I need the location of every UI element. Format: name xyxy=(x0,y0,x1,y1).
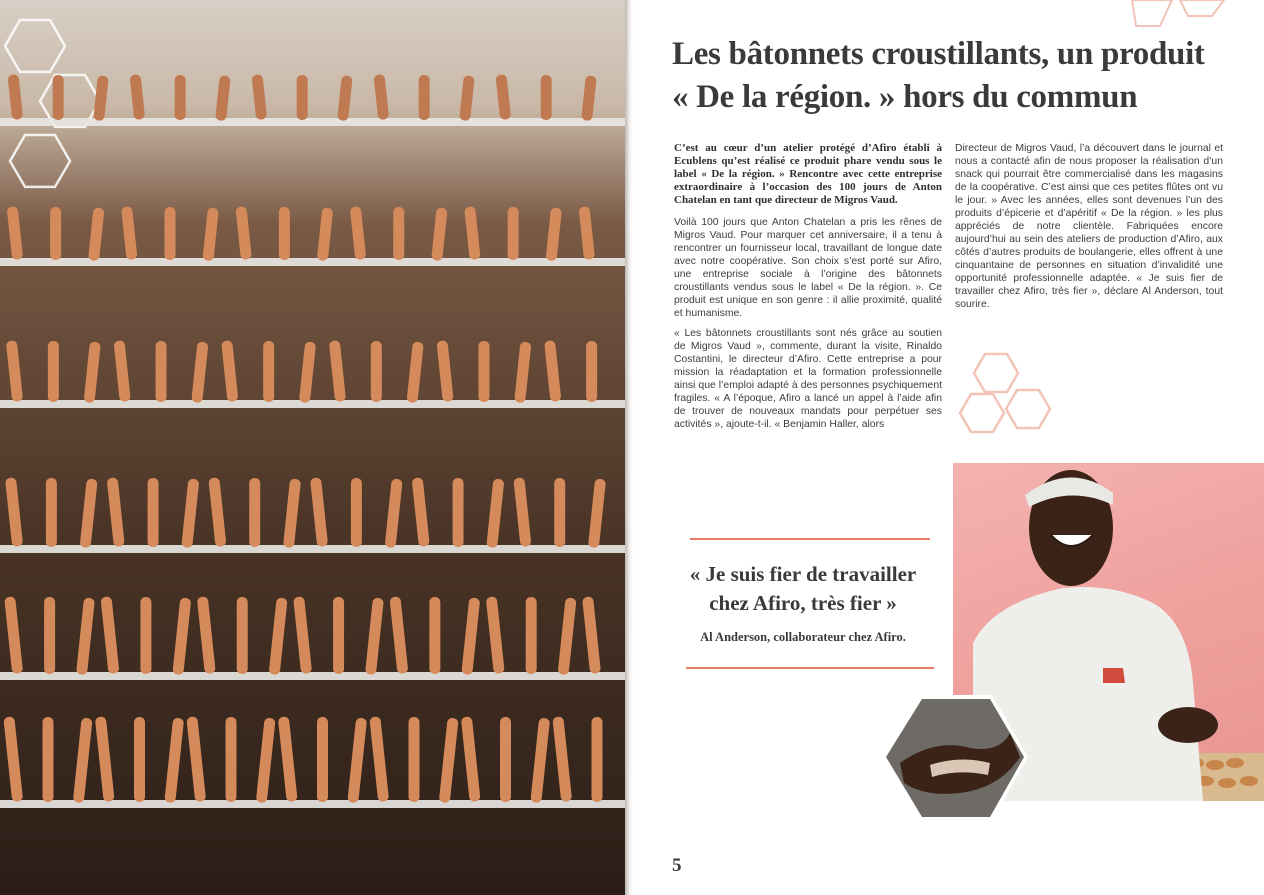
headline-line-2: « De la région. » hors du commun xyxy=(672,79,1138,115)
breadstick xyxy=(121,206,137,260)
breadstick xyxy=(371,341,382,402)
breadstick xyxy=(256,717,276,803)
breadstick xyxy=(461,597,480,675)
breadstick xyxy=(299,341,316,403)
breadstick xyxy=(107,477,125,547)
breadstick xyxy=(249,478,260,547)
breadstick xyxy=(156,341,167,402)
breadstick xyxy=(544,340,561,402)
rack-shelf xyxy=(0,400,625,408)
breadstick xyxy=(508,207,519,260)
hexagon-cluster-icon xyxy=(955,352,1060,447)
breadstick xyxy=(496,74,512,120)
article-headline xyxy=(672,33,1232,119)
breadstick xyxy=(530,717,550,803)
hexagon-outline-icon xyxy=(10,135,70,187)
breadstick xyxy=(558,597,577,675)
breadstick xyxy=(464,206,480,260)
breadstick xyxy=(554,478,565,547)
breadstick xyxy=(500,717,511,802)
text-column-1 xyxy=(674,142,942,438)
breadstick xyxy=(439,717,459,803)
breadstick xyxy=(586,341,597,402)
breadstick xyxy=(165,207,176,260)
breadstick xyxy=(134,717,145,802)
quote-rule-top xyxy=(690,538,930,540)
breadstick xyxy=(453,478,464,547)
breadstick xyxy=(317,717,328,802)
breadstick xyxy=(73,717,93,803)
breadstick xyxy=(412,477,430,547)
breadstick xyxy=(429,597,440,674)
breadstick xyxy=(333,597,344,674)
breadstick xyxy=(164,717,184,803)
breadstick xyxy=(297,75,308,120)
breadstick xyxy=(546,207,562,261)
breadstick xyxy=(552,716,572,802)
breadstick xyxy=(46,478,57,547)
breadstick xyxy=(486,478,504,548)
breadstick xyxy=(76,597,95,675)
breadstick xyxy=(100,596,119,674)
pull-quote-line-1: « Je suis fier de travailler xyxy=(689,562,917,586)
breadstick xyxy=(95,716,115,802)
page-gutter xyxy=(625,0,633,895)
breadstick xyxy=(374,74,390,120)
breadstick xyxy=(369,716,389,802)
breadstick xyxy=(389,596,408,674)
breadstick xyxy=(588,478,606,548)
breadstick xyxy=(393,207,404,260)
breadstick xyxy=(436,340,453,402)
breadstick xyxy=(513,477,531,547)
breadstick xyxy=(419,75,430,120)
breadstick xyxy=(50,207,61,260)
breadstick xyxy=(140,597,151,674)
breadstick xyxy=(148,478,159,547)
breadstick xyxy=(181,478,199,548)
breadstick xyxy=(235,206,251,260)
hands-photo xyxy=(880,693,1030,823)
baking-racks-photo xyxy=(0,0,625,895)
breadstick xyxy=(113,340,130,402)
breadstick xyxy=(237,597,248,674)
breadstick xyxy=(5,477,23,547)
pull-quote-attribution: Al Anderson, collaborateur chez Afiro. xyxy=(700,630,906,644)
breadstick xyxy=(197,596,216,674)
breadstick xyxy=(269,597,288,675)
quote-rule-bottom xyxy=(686,667,934,669)
breadstick xyxy=(350,206,366,260)
text-column-2 xyxy=(955,142,1223,318)
breadstick xyxy=(221,340,238,402)
article-lead: C’est au cœur d’un atelier protégé d’Afiro établi à Ecublens qu’est réalisé ce produit phare vendu sous le label « De la région. » Rencontre avec cette entreprise extraordinaire à l’occasion des 100 jours de Anton Chatelan en tant que directeur de Migros Vaud. xyxy=(674,142,942,206)
breadstick xyxy=(526,597,537,674)
breadstick xyxy=(93,75,109,121)
hexagon-outline-icon xyxy=(1120,0,1230,32)
headline-line-1: Les bâtonnets croustillants, un produit xyxy=(672,36,1205,72)
breadstick xyxy=(215,75,231,121)
breadstick xyxy=(202,207,218,261)
breadstick xyxy=(43,717,54,802)
hexagon-outline-icon xyxy=(5,20,65,72)
breadstick xyxy=(409,717,420,802)
breadstick xyxy=(579,206,595,260)
breadstick xyxy=(329,340,346,402)
rack-shelf xyxy=(0,118,625,126)
article-paragraph-1: Voilà 100 jours que Anton Chatelan a pris les rênes de Migros Vaud. Pour marquer cet anniversaire, il a tenu à rencontrer un fournisseur local, travaillant de longue date avec notre coopérative. Son choix s’est porté sur Afiro, une entreprise sociale à l’origine des bâtonnets croustillants vendus sous le label « De la région. ». Ce produit est unique en son genre : il allie proximité, qualité et humanisme. xyxy=(674,217,942,319)
breadstick xyxy=(226,717,237,802)
breadstick xyxy=(175,75,186,120)
breadstick xyxy=(48,341,59,402)
breadstick xyxy=(351,478,362,547)
breadstick xyxy=(263,341,274,402)
breadstick xyxy=(486,596,505,674)
breadstick xyxy=(84,341,101,403)
racks-illustration xyxy=(0,0,625,895)
rack-shelf xyxy=(0,800,625,808)
breadstick xyxy=(53,75,64,120)
breadstick xyxy=(278,716,298,802)
breadstick xyxy=(592,717,603,802)
breadstick xyxy=(186,716,206,802)
breadstick xyxy=(44,597,55,674)
breadstick xyxy=(130,74,146,120)
breadstick xyxy=(310,477,328,547)
breadstick xyxy=(337,75,353,121)
breadstick xyxy=(459,75,475,121)
breadstick xyxy=(283,478,301,548)
article-paragraph-2: « Les bâtonnets croustillants sont nés grâce au soutien de Migros Vaud », commente, durant la visite, Rinaldo Costantini, le directeur d’Afiro. Cette entreprise a pour mission la réadaptation et la formation professionnelle ainsi que l’emploi adapté à des personnes psychiquement fragiles. « A l’époque, Afiro a lancé un appel à l’aide afin de trouver de nouveaux mandats pour perpétuer ses activités », ajoute-t-il. « Benjamin Haller, alors xyxy=(674,328,942,430)
breadstick xyxy=(7,206,23,260)
breadstick xyxy=(208,477,226,547)
breadstick xyxy=(293,596,312,674)
breadstick xyxy=(461,716,481,802)
page-number: 5 xyxy=(672,855,682,876)
breadstick xyxy=(385,478,403,548)
breadstick xyxy=(514,341,531,403)
breadstick xyxy=(317,207,333,261)
breadstick xyxy=(347,717,367,803)
pull-quote xyxy=(668,560,938,618)
breadstick xyxy=(582,596,601,674)
breadstick xyxy=(88,207,104,261)
breadstick xyxy=(478,341,489,402)
breadstick xyxy=(6,340,23,402)
breadstick xyxy=(8,74,24,120)
breadstick xyxy=(431,207,447,261)
breadstick xyxy=(279,207,290,260)
pull-quote-line-2: chez Afiro, très fier » xyxy=(709,591,897,615)
rack-shelf xyxy=(0,545,625,553)
breadstick xyxy=(3,716,23,802)
breadstick xyxy=(581,75,597,121)
breadstick xyxy=(172,597,191,675)
breadstick xyxy=(541,75,552,120)
breadstick xyxy=(365,597,384,675)
breadstick xyxy=(80,478,98,548)
breadstick xyxy=(252,74,268,120)
breadstick xyxy=(406,341,423,403)
article-paragraph-3: Directeur de Migros Vaud, l’a découvert dans le journal et nous a contacté afin de nous proposer la réalisation d’un snack qui pourrait être commercialisé dans les magasins de la coopérative. C’est ainsi que ces petites flûtes ont vu le jour. » Avec les années, elles sont devenues l’un des produits d’épicerie et d’apéritif « De la région. » les plus appréciés de notre clientèle. Fabriquées encore aujourd’hui au sein des ateliers de production d’Afiro, aux côtés d’autres produits de boulangerie, elles offrent à une cinquantaine de personnes en situation d’invalidité une opportunité professionnelle adaptée. « Je suis fier de travailler chez Afiro, très fier », déclare Al Anderson, tout sourire. xyxy=(955,143,1223,310)
breadstick xyxy=(4,596,23,674)
breadstick xyxy=(191,341,208,403)
